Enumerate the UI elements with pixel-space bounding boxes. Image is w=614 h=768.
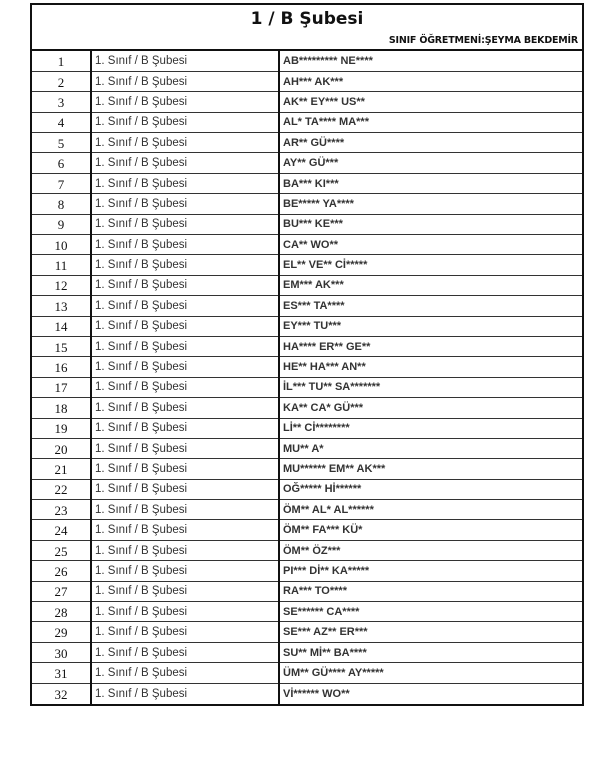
student-name: AY** GÜ*** [279, 153, 582, 173]
student-number: 7 [32, 173, 91, 193]
table-row [32, 418, 582, 438]
student-number: 32 [32, 683, 91, 703]
student-name: MU****** EM** AK*** [279, 459, 582, 479]
student-name: AR** GÜ**** [279, 133, 582, 153]
student-name: EY*** TU*** [279, 316, 582, 336]
student-number: 5 [32, 133, 91, 153]
table-row [32, 602, 582, 622]
student-number: 25 [32, 540, 91, 560]
student-class: 1. Sınıf / B Şubesi [91, 683, 279, 703]
table-row [32, 479, 582, 499]
student-class: 1. Sınıf / B Şubesi [91, 71, 279, 91]
teacher-label: SINIF ÖĞRETMENİ:ŞEYMA BEKDEMİR [388, 35, 578, 46]
page-title: 1 / B Şubesi [250, 9, 364, 29]
student-name: İL*** TU** SA******* [279, 377, 582, 397]
table-row [32, 459, 582, 479]
student-number: 30 [32, 642, 91, 662]
table-row [32, 622, 582, 642]
student-name: Lİ** Cİ******** [279, 418, 582, 438]
student-class: 1. Sınıf / B Şubesi [91, 438, 279, 458]
student-number: 10 [32, 235, 91, 255]
sheet-header [32, 5, 582, 51]
student-name: RA*** TO**** [279, 581, 582, 601]
student-class: 1. Sınıf / B Şubesi [91, 153, 279, 173]
student-class: 1. Sınıf / B Şubesi [91, 92, 279, 112]
table-row [32, 581, 582, 601]
student-class: 1. Sınıf / B Şubesi [91, 500, 279, 520]
student-class: 1. Sınıf / B Şubesi [91, 581, 279, 601]
student-number: 4 [32, 112, 91, 132]
student-number: 27 [32, 581, 91, 601]
student-class: 1. Sınıf / B Şubesi [91, 275, 279, 295]
student-number: 2 [32, 71, 91, 91]
student-number: 31 [32, 663, 91, 683]
student-number: 20 [32, 438, 91, 458]
student-name: HE** HA*** AN** [279, 357, 582, 377]
student-name: PI*** Dİ** KA***** [279, 561, 582, 581]
student-class: 1. Sınıf / B Şubesi [91, 377, 279, 397]
student-class: 1. Sınıf / B Şubesi [91, 336, 279, 356]
table-row [32, 275, 582, 295]
student-class: 1. Sınıf / B Şubesi [91, 520, 279, 540]
student-list-sheet [30, 3, 584, 706]
student-class: 1. Sınıf / B Şubesi [91, 296, 279, 316]
student-number: 16 [32, 357, 91, 377]
student-name: ÖM** FA*** KÜ* [279, 520, 582, 540]
student-number: 22 [32, 479, 91, 499]
table-row [32, 71, 582, 91]
student-name: Vİ****** WO** [283, 687, 350, 700]
student-class: 1. Sınıf / B Şubesi [91, 194, 279, 214]
table-row [32, 316, 582, 336]
student-class: 1. Sınıf / B Şubesi [91, 51, 279, 71]
student-class: 1. Sınıf / B Şubesi [91, 214, 279, 234]
table-row [32, 133, 582, 153]
student-class: 1. Sınıf / B Şubesi [91, 622, 279, 642]
student-class: 1. Sınıf / B Şubesi [91, 235, 279, 255]
table-row [32, 663, 582, 683]
table-row [32, 194, 582, 214]
student-number: 19 [32, 418, 91, 438]
student-name: AH*** AK*** [279, 71, 582, 91]
table-row [32, 377, 582, 397]
table-row [32, 540, 582, 560]
table-row [32, 438, 582, 458]
student-number: 8 [32, 194, 91, 214]
student-number: 15 [32, 336, 91, 356]
student-name: AK** EY*** US** [279, 92, 582, 112]
student-class: 1. Sınıf / B Şubesi [91, 316, 279, 336]
table-row [32, 336, 582, 356]
student-class: 1. Sınıf / B Şubesi [91, 398, 279, 418]
student-name: OĞ***** Hİ****** [279, 479, 582, 499]
student-number: 3 [32, 92, 91, 112]
student-name: AB********* NE**** [279, 51, 582, 71]
student-class: 1. Sınıf / B Şubesi [91, 418, 279, 438]
student-name: KA** CA* GÜ*** [279, 398, 582, 418]
student-name: BA*** KI*** [279, 173, 582, 193]
student-number: 12 [32, 275, 91, 295]
student-number: 29 [32, 622, 91, 642]
student-class: 1. Sınıf / B Şubesi [91, 173, 279, 193]
student-class: 1. Sınıf / B Şubesi [91, 663, 279, 683]
student-name: ÜM** GÜ**** AY***** [279, 663, 582, 683]
student-class: 1. Sınıf / B Şubesi [91, 642, 279, 662]
table-row [32, 92, 582, 112]
student-name: SE****** CA**** [279, 602, 582, 622]
student-name: EM*** AK*** [279, 275, 582, 295]
student-name: EL** VE** Cİ***** [279, 255, 582, 275]
table-row [32, 153, 582, 173]
student-number: 28 [32, 602, 91, 622]
student-class: 1. Sınıf / B Şubesi [91, 602, 279, 622]
student-class: 1. Sınıf / B Şubesi [91, 112, 279, 132]
student-number: 26 [32, 561, 91, 581]
student-name: ÖM** AL* AL****** [279, 500, 582, 520]
student-name: ES*** TA**** [279, 296, 582, 316]
table-row [32, 398, 582, 418]
student-name: HA**** ER** GE** [279, 336, 582, 356]
student-name: SU** Mİ** BA**** [279, 642, 582, 662]
student-name: BU*** KE*** [279, 214, 582, 234]
table-row [32, 51, 582, 71]
student-name: CA** WO** [279, 235, 582, 255]
student-table [32, 51, 582, 704]
student-name: BE***** YA**** [279, 194, 582, 214]
table-row [32, 296, 582, 316]
table-row [32, 357, 582, 377]
student-number: 18 [32, 398, 91, 418]
student-number: 1 [32, 51, 91, 71]
student-number: 11 [32, 255, 91, 275]
student-name: SE*** AZ** ER*** [279, 622, 582, 642]
student-number: 23 [32, 500, 91, 520]
student-number: 17 [32, 377, 91, 397]
student-number: 24 [32, 520, 91, 540]
student-number: 14 [32, 316, 91, 336]
table-row [32, 173, 582, 193]
table-row [32, 255, 582, 275]
student-number: 9 [32, 214, 91, 234]
student-class: 1. Sınıf / B Şubesi [91, 561, 279, 581]
table-row [32, 683, 582, 703]
student-number: 13 [32, 296, 91, 316]
table-row [32, 561, 582, 581]
student-number: 6 [32, 153, 91, 173]
student-class: 1. Sınıf / B Şubesi [91, 540, 279, 560]
student-class: 1. Sınıf / B Şubesi [91, 479, 279, 499]
table-row [32, 235, 582, 255]
table-row [32, 112, 582, 132]
student-name: AL* TA**** MA*** [279, 112, 582, 132]
student-class: 1. Sınıf / B Şubesi [91, 133, 279, 153]
table-row [32, 500, 582, 520]
table-row [32, 520, 582, 540]
table-row [32, 642, 582, 662]
student-number: 21 [32, 459, 91, 479]
student-name: ÖM** ÖZ*** [279, 540, 582, 560]
student-class: 1. Sınıf / B Şubesi [91, 357, 279, 377]
table-row [32, 214, 582, 234]
student-name: MU** A* [279, 438, 582, 458]
student-class: 1. Sınıf / B Şubesi [91, 459, 279, 479]
student-class: 1. Sınıf / B Şubesi [91, 255, 279, 275]
